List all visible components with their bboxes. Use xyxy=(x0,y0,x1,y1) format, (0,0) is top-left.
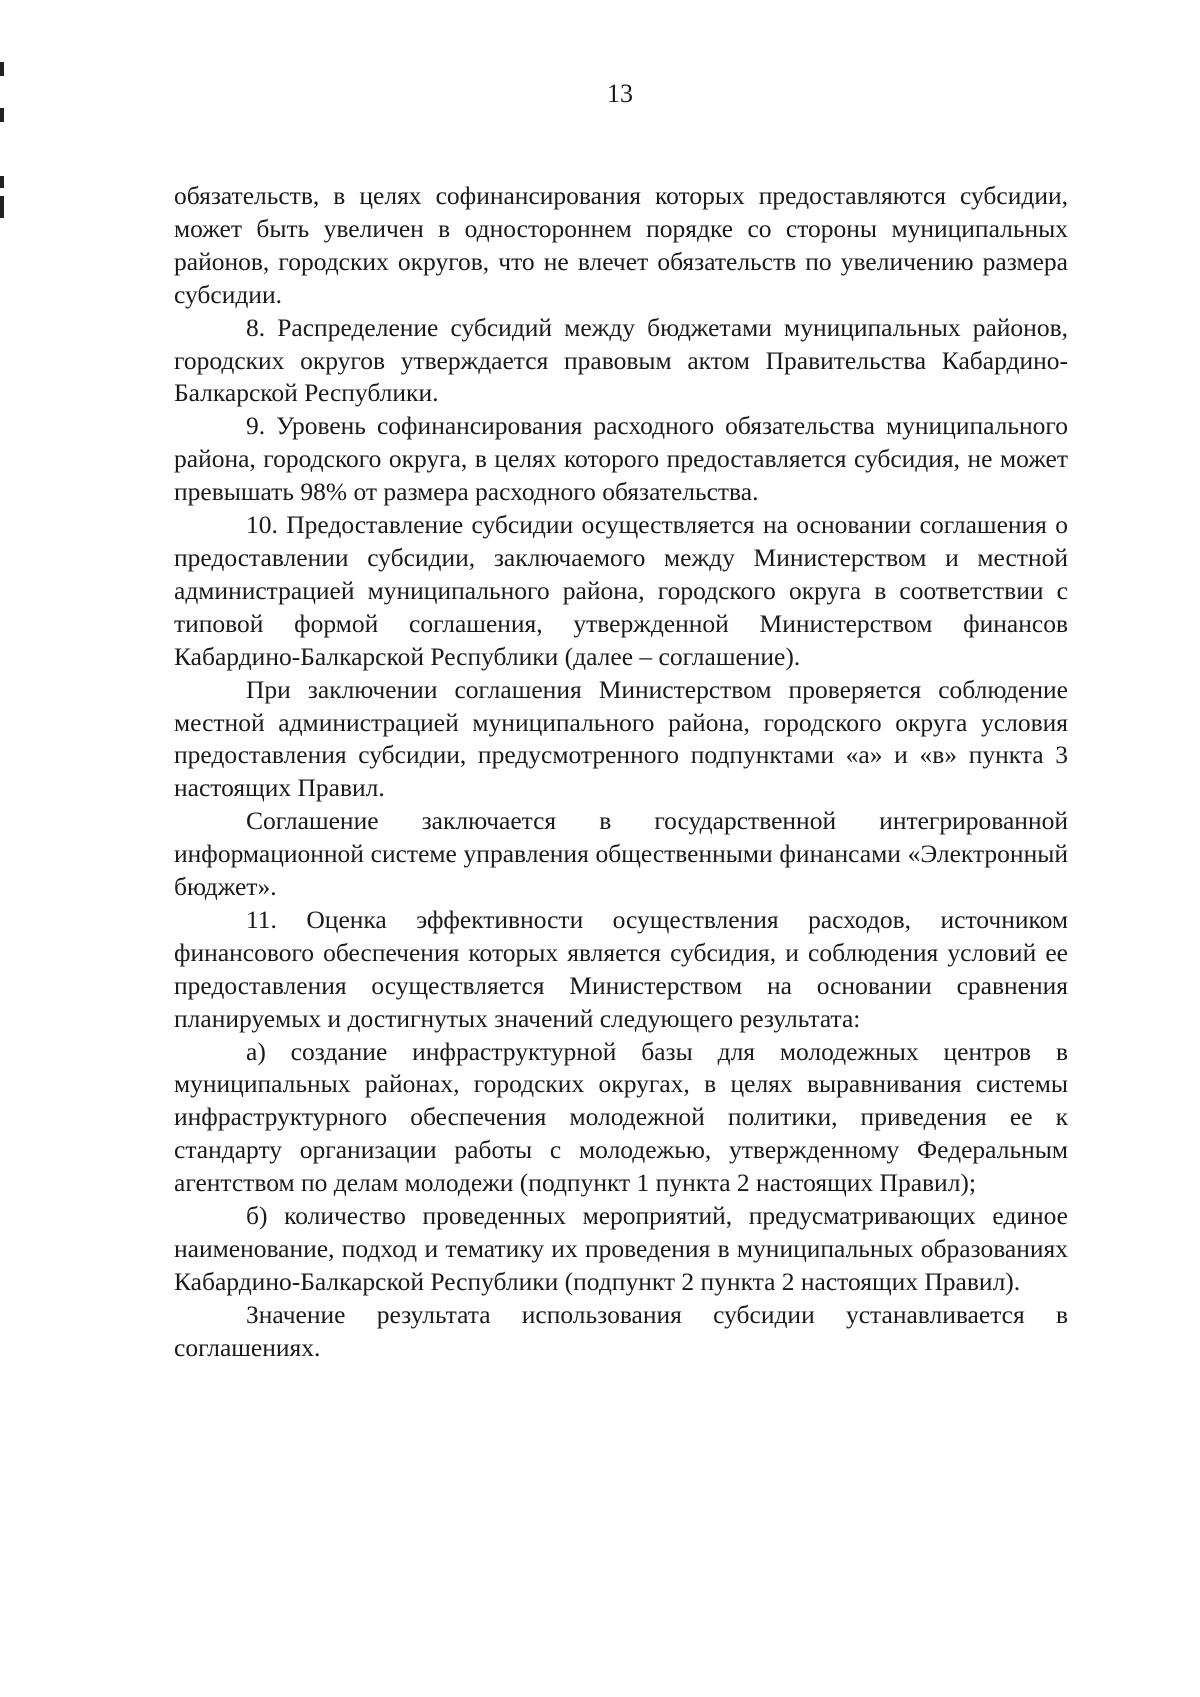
paragraph: 11. Оценка эффективности осуществления расходов, источником финансового обеспечения которых является субсидия, и соблюдения условий ее предоставления осуществляется Министерством на основании сравнения планируемых и достигнутых значений следующего результата: xyxy=(174,904,1068,1033)
page-number: 13 xyxy=(607,79,633,108)
binding-edge-mark xyxy=(0,108,4,122)
paragraph: Соглашение заключается в государственной интегрированной информационной системе управления общественными финансами «Электронный бюджет». xyxy=(174,806,1068,902)
paragraph: б) количество проведенных мероприятий, предусматривающих единое наименование, подход и тематику их проведения в муниципальных образованиях Кабардино-Балкарской Республики (подпункт 2 пункта 2 настоящих Правил). xyxy=(174,1201,1068,1296)
paragraph: 9. Уровень софинансирования расходного обязательства муниципального района, городского округа, в целях которого предоставляется субсидия, не может превышать 98% от размера расходного обязательства. xyxy=(174,411,1068,507)
paragraph: а) создание инфраструктурной базы для молодежных центров в муниципальных районах, городских округах, в целях выравнивания системы инфраструктурного обеспечения молодежной политики, приведения ее к стандарту организации работы с молодежью, утвержденному Федеральным агентством по делам молодежи (подпункт 1 пункта 2 настоящих Правил); xyxy=(174,1036,1068,1198)
binding-edge-mark xyxy=(0,62,4,76)
paragraph: 8. Распределение субсидий между бюджетами муниципальных районов, городских округов утверждается правовым актом Правительства Кабардино-Балкарской Республики. xyxy=(174,312,1068,408)
paragraph: обязательств, в целях софинансирования которых предоставляются субсидии, может быть увеличен в одностороннем порядке со стороны муниципальных районов, городских округов, что не влечет обязательств по увеличению размера субсидии. xyxy=(174,181,1068,309)
document-body xyxy=(174,180,1068,1365)
paragraph: При заключении соглашения Министерством проверяется соблюдение местной администрацией муниципального района, городского округа условия предоставления субсидии, предусмотренного подпунктами «а» и «в» пункта 3 настоящих Правил. xyxy=(174,674,1068,803)
paragraph: 10. Предоставление субсидии осуществляется на основании соглашения о предоставлении субсидии, заключаемого между Министерством и местной администрацией муниципального района, городского округа в соответствии с типовой формой соглашения, утвержденной Министерством финансов Кабардино-Балкарской Республики (далее – соглашение). xyxy=(174,510,1068,671)
paragraph: Значение результата использования субсидии устанавливается в соглашениях. xyxy=(174,1299,1068,1362)
binding-edge-mark xyxy=(0,176,4,188)
binding-edge-mark xyxy=(0,196,4,218)
